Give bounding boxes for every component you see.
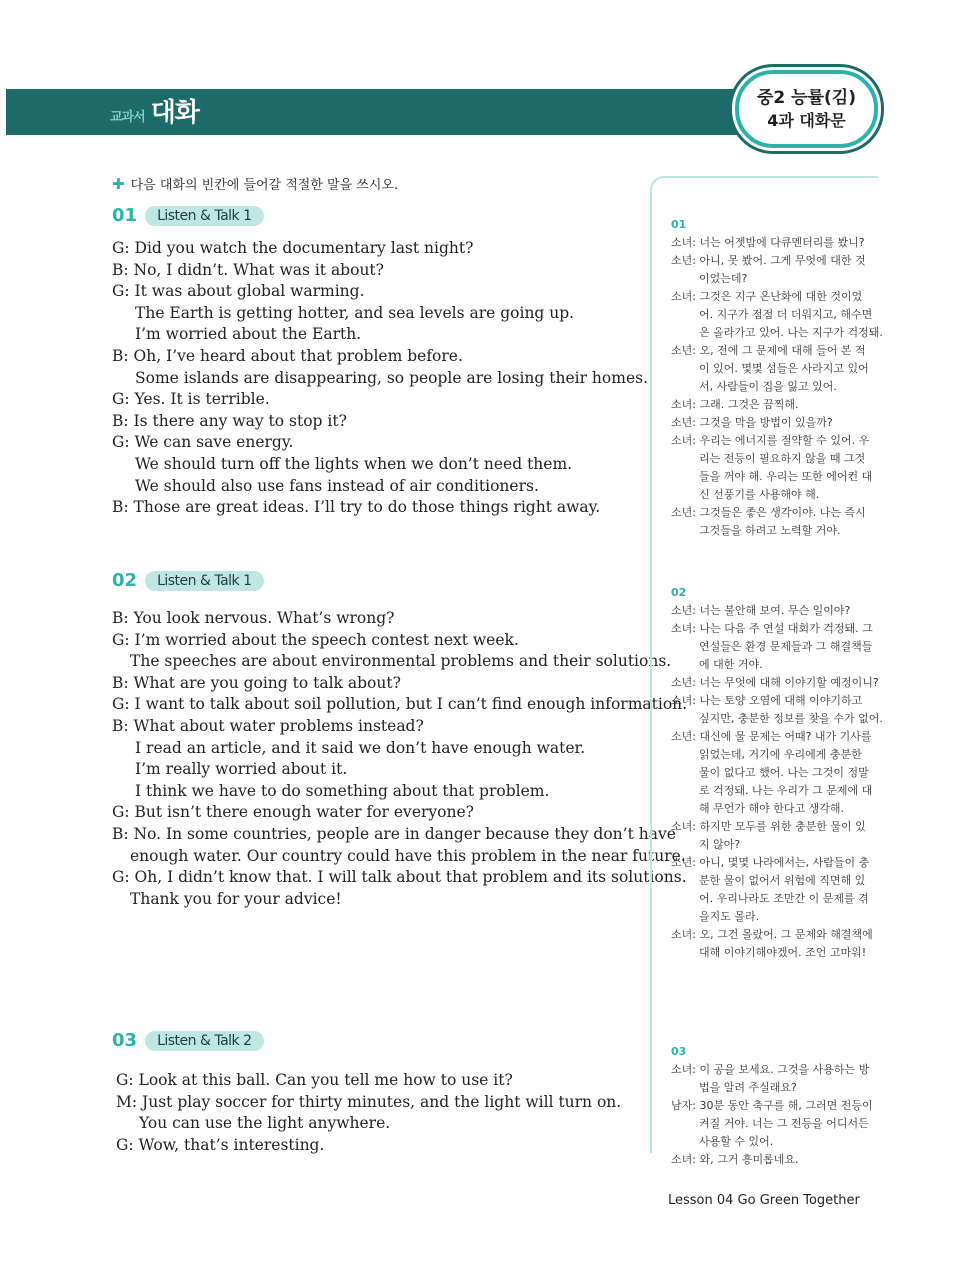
translation-line: 사용할 수 있어. bbox=[699, 1135, 774, 1148]
translation-line: 소녀: 그것은 지구 온난화에 대한 것이었 bbox=[671, 290, 863, 303]
lesson-badge bbox=[735, 70, 878, 148]
translation-line: 그것들을 하려고 노력할 거야. bbox=[699, 524, 841, 537]
translation-number: 02 bbox=[671, 586, 687, 599]
translation-line: 해 무언가 해야 한다고 생각해. bbox=[699, 802, 844, 815]
translation-line: 물이 없다고 했어. 나는 그것이 정말 bbox=[699, 766, 869, 779]
dialog-line: B: What about water problems instead? bbox=[112, 716, 424, 735]
translation-line: 이 있어. 몇몇 섬들은 사라지고 있어 bbox=[699, 362, 869, 375]
dialog-line: G: Look at this ball. Can you tell me how to use it? bbox=[116, 1071, 513, 1089]
translation-line: 대해 이야기해야겠어. 조언 고마워! bbox=[699, 946, 867, 959]
translation-03 bbox=[671, 1043, 873, 1169]
translation-line: 소년: 아니, 못 봤어. 그게 무엇에 대한 것 bbox=[671, 254, 866, 267]
section-02-dialog bbox=[112, 608, 687, 910]
translation-01 bbox=[671, 216, 883, 540]
section-number: 01 bbox=[112, 205, 138, 226]
badge-line2: 4과 대화문 bbox=[767, 111, 846, 130]
footer-lesson-title: Lesson 04 Go Green Together bbox=[668, 1193, 860, 1208]
section-01-dialog bbox=[112, 238, 648, 519]
translation-line: 신 선풍기를 사용해야 해. bbox=[699, 488, 820, 501]
translation-line: 어. 우리나라도 조만간 이 문제를 겪 bbox=[699, 892, 869, 905]
translation-line: 은 올라가고 있어. 나는 지구가 걱정돼. bbox=[699, 326, 883, 339]
dialog-line: G: It was about global warming. bbox=[112, 282, 365, 301]
translation-line: 소년: 그것들은 좋은 생각이야. 나는 즉시 bbox=[671, 506, 866, 519]
section-01-heading bbox=[112, 205, 264, 226]
translation-line: 소녀: 나는 다음 주 연설 대회가 걱정돼. 그 bbox=[671, 622, 873, 635]
translation-02 bbox=[671, 584, 883, 962]
translation-line: 소녀: 오, 그건 몰랐어. 그 문제와 해결책에 bbox=[671, 928, 873, 941]
translation-line: 소녀: 하지만 모두를 위한 충분한 물이 있 bbox=[671, 820, 866, 833]
section-number: 02 bbox=[112, 570, 138, 591]
translation-line: 소년: 너는 무엇에 대해 이야기할 예정이니? bbox=[671, 676, 879, 689]
translation-line: 들을 꺼야 해. 우리는 또한 에어컨 대 bbox=[699, 470, 873, 483]
dialog-line: The Earth is getting hotter, and sea levels are going up. bbox=[135, 303, 575, 322]
translation-line: 남자: 30분 동안 축구를 해, 그러면 전등이 bbox=[671, 1099, 873, 1112]
translation-line: 을지도 몰라. bbox=[699, 910, 760, 923]
instruction bbox=[112, 174, 398, 193]
dialog-line: M: Just play soccer for thirty minutes, and the light will turn on. bbox=[116, 1092, 622, 1111]
translation-line: 소년: 아니, 몇몇 나라에서는, 사람들이 충 bbox=[671, 856, 870, 869]
dialog-line: Thank you for your advice! bbox=[130, 889, 342, 908]
dialog-line: G: Oh, I didn’t know that. I will talk about that problem and its solutions. bbox=[112, 868, 687, 887]
dialog-line: I read an article, and it said we don’t have enough water. bbox=[135, 738, 586, 757]
translation-line: 법을 알려 주실래요? bbox=[699, 1081, 797, 1094]
dialog-line: enough water. Our country could have this problem in the near future. bbox=[130, 846, 686, 865]
translation-line: 소녀: 그래. 그것은 끔찍해. bbox=[671, 398, 799, 411]
section-number: 03 bbox=[112, 1030, 138, 1051]
translation-line: 싶지만, 충분한 정보를 찾을 수가 없어. bbox=[699, 712, 883, 725]
brand-logo bbox=[110, 95, 199, 131]
translation-line: 서, 사람들이 집을 잃고 있어. bbox=[699, 380, 837, 393]
section-title-pill: Listen & Talk 2 bbox=[145, 1031, 263, 1051]
section-02-heading bbox=[112, 570, 264, 591]
dialog-line: B: Is there any way to stop it? bbox=[112, 411, 347, 430]
dialog-line: B: You look nervous. What’s wrong? bbox=[112, 609, 395, 627]
dialog-line: B: What are you going to talk about? bbox=[112, 673, 401, 692]
translation-line: 로 걱정돼. 나는 우리가 그 문제에 대 bbox=[699, 784, 873, 797]
translation-line: 분한 물이 없어서 위험에 직면해 있 bbox=[699, 874, 866, 887]
dialog-line: I think we have to do something about that problem. bbox=[135, 781, 550, 800]
translation-line: 소녀: 나는 토양 오염에 대해 이야기하고 bbox=[671, 694, 863, 707]
brand-big-text: 대화 bbox=[150, 98, 199, 128]
plus-icon: ✚ bbox=[112, 174, 125, 193]
translation-line: 읽었는데, 거기에 우리에게 충분한 bbox=[699, 748, 862, 761]
section-title-pill: Listen & Talk 1 bbox=[145, 571, 263, 591]
section-03-dialog bbox=[116, 1070, 621, 1156]
dialog-line: G: I want to talk about soil pollution, but I can’t find enough information. bbox=[112, 695, 688, 714]
brand-small-text: 교과서 bbox=[110, 110, 145, 125]
translation-line: 소녀: 너는 어젯밤에 다큐멘터리를 봤니? bbox=[671, 236, 865, 249]
translation-line: 연설들은 환경 문제들과 그 해결책들 bbox=[699, 640, 873, 653]
dialog-line: You can use the light anywhere. bbox=[139, 1114, 391, 1133]
section-title-pill: Listen & Talk 1 bbox=[145, 206, 263, 226]
dialog-line: G: Wow, that’s interesting. bbox=[116, 1135, 325, 1154]
dialog-line: B: Oh, I’ve heard about that problem before. bbox=[112, 346, 463, 365]
translation-line: 소년: 그것을 막을 방법이 있을까? bbox=[671, 416, 833, 429]
translation-line: 소녀: 이 공을 보세요. 그것을 사용하는 방 bbox=[671, 1063, 870, 1076]
translation-line: 이었는데? bbox=[699, 272, 748, 285]
badge-line1: 중2 능률(김) bbox=[757, 88, 856, 108]
dialog-line: G: Yes. It is terrible. bbox=[112, 390, 270, 409]
translation-line: 지 않아? bbox=[699, 838, 741, 851]
translation-number: 03 bbox=[671, 1045, 687, 1058]
translation-line: 소녀: 우리는 에너지를 절약할 수 있어. 우 bbox=[671, 434, 870, 447]
dialog-line: B: No, I didn’t. What was it about? bbox=[112, 260, 384, 279]
translation-line: 켜질 거야. 너는 그 전등을 어디서든 bbox=[699, 1117, 869, 1130]
translation-line: 소년: 대신에 물 문제는 어때? 내가 기사를 bbox=[671, 730, 872, 743]
translation-number: 01 bbox=[671, 218, 687, 231]
dialog-line: G: We can save energy. bbox=[112, 433, 294, 452]
dialog-line: The speeches are about environmental problems and their solutions. bbox=[130, 652, 672, 671]
translation-line: 리는 전등이 필요하지 않을 때 그것 bbox=[699, 452, 866, 465]
translation-line: 소녀: 와, 그거 흥미롭네요. bbox=[671, 1153, 799, 1166]
dialog-line: I’m really worried about it. bbox=[135, 760, 348, 779]
dialog-line: G: But isn’t there enough water for everyone? bbox=[112, 803, 474, 822]
section-03-heading bbox=[112, 1030, 264, 1051]
dialog-line: G: I’m worried about the speech contest next week. bbox=[112, 630, 519, 649]
instruction-text: 다음 대화의 빈칸에 들어갈 적절한 말을 쓰시오. bbox=[130, 178, 399, 193]
dialog-line: I’m worried about the Earth. bbox=[135, 325, 362, 344]
dialog-line: Some islands are disappearing, so people are losing their homes. bbox=[135, 368, 648, 387]
dialog-line: We should turn off the lights when we don’t need them. bbox=[135, 454, 573, 473]
translation-line: 소년: 너는 불안해 보여. 무슨 일이야? bbox=[671, 604, 851, 617]
dialog-line: B: No. In some countries, people are in danger because they don’t have bbox=[112, 824, 676, 843]
dialog-line: G: Did you watch the documentary last night? bbox=[112, 239, 474, 257]
translation-line: 에 대한 거야. bbox=[699, 658, 763, 671]
dialog-line: B: Those are great ideas. I’ll try to do those things right away. bbox=[112, 498, 601, 517]
translation-line: 어. 지구가 점점 더 더워지고, 해수면 bbox=[699, 308, 873, 321]
translation-line: 소년: 오, 전에 그 문제에 대해 들어 본 적 bbox=[671, 344, 866, 357]
dialog-line: We should also use fans instead of air conditioners. bbox=[135, 476, 539, 495]
